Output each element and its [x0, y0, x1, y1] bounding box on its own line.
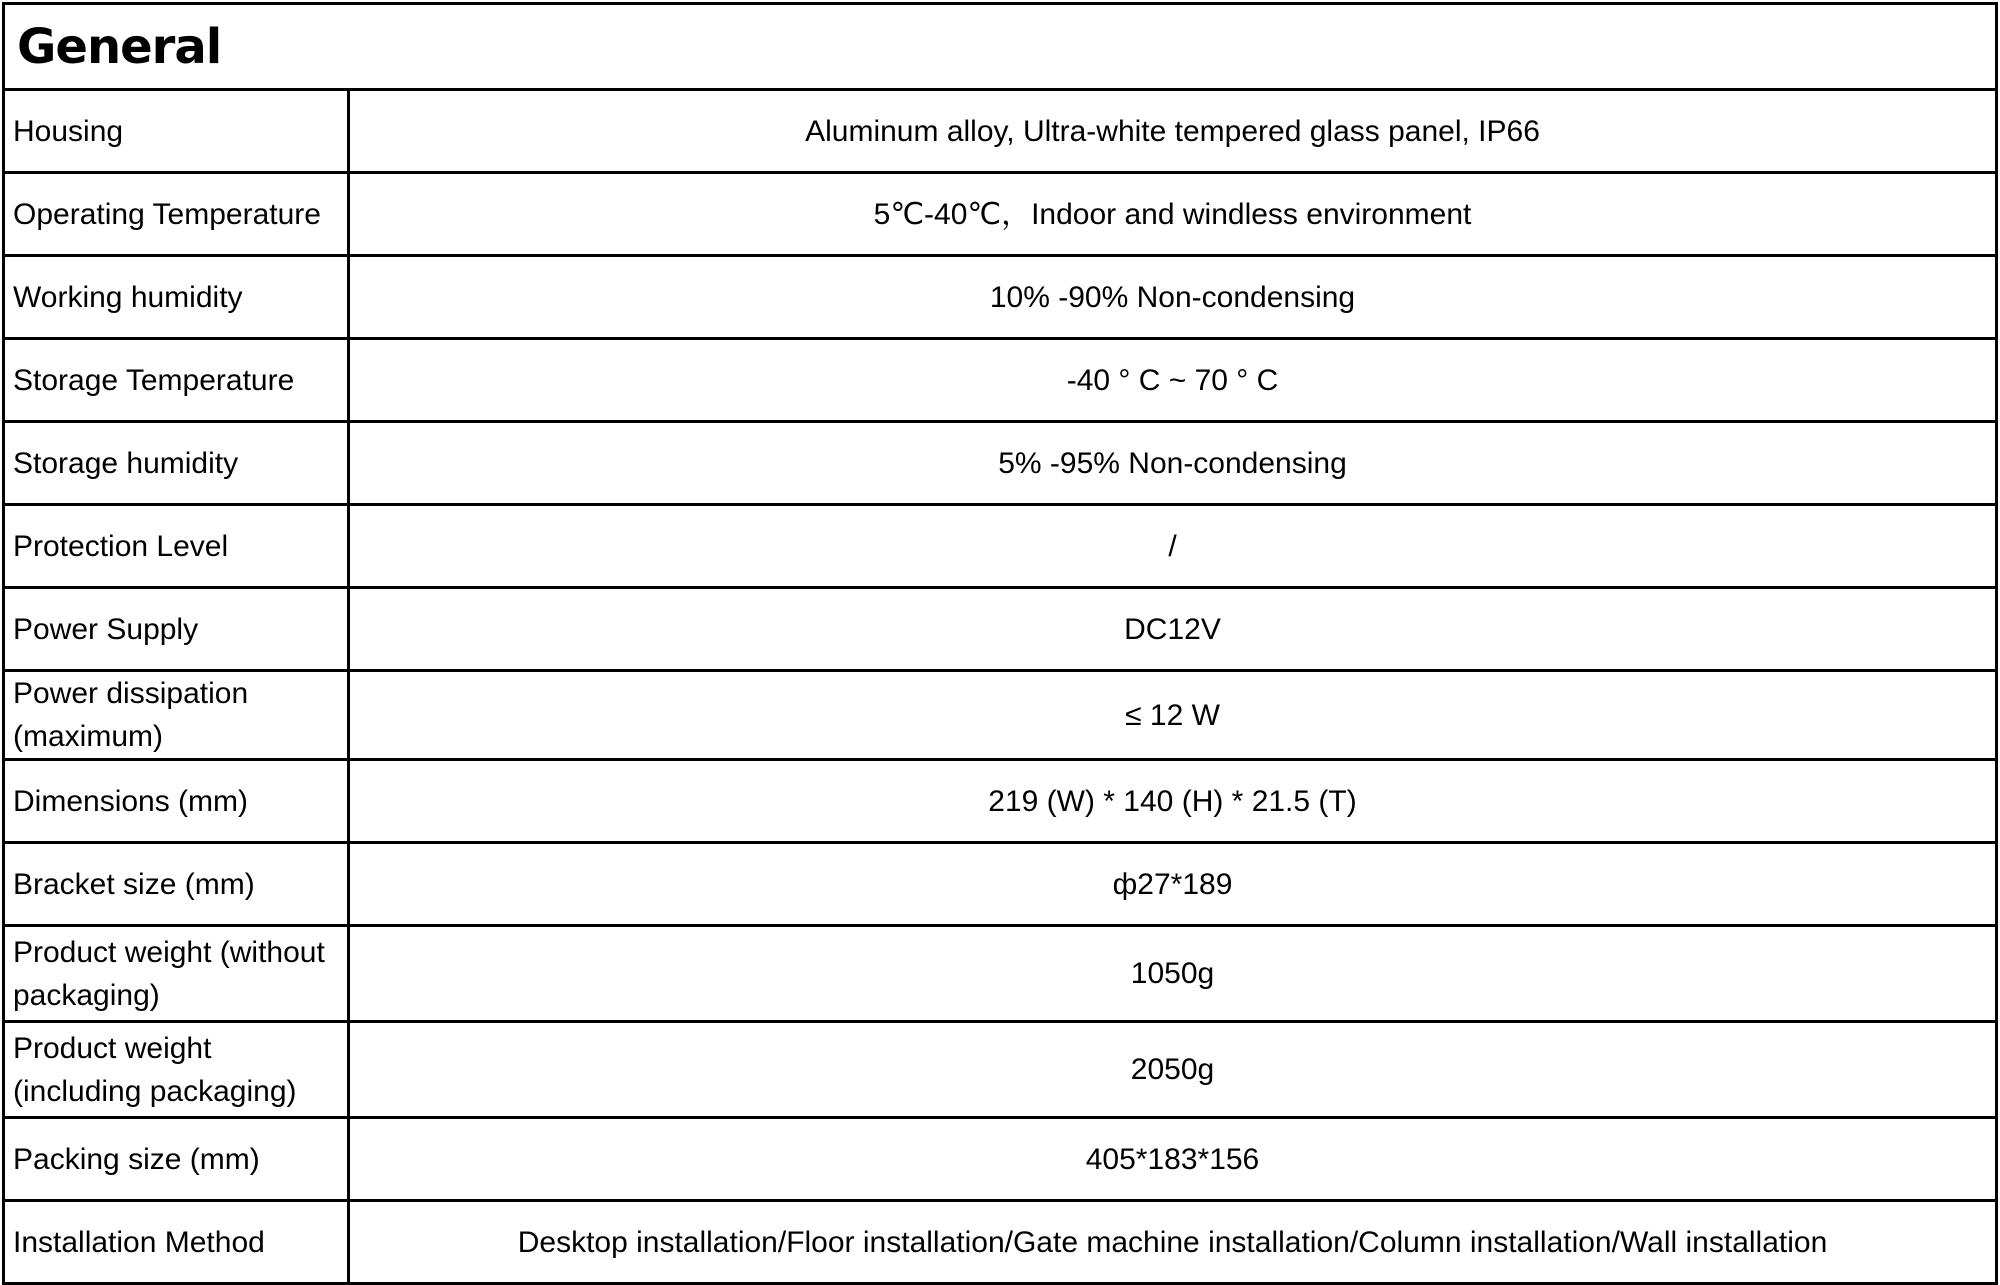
row-value: Aluminum alloy, Ultra-white tempered glass panel, IP66: [349, 90, 1997, 173]
row-value: ≤ 12 W: [349, 671, 1997, 760]
row-label: Installation Method: [4, 1201, 349, 1284]
row-value: ф27*189: [349, 843, 1997, 926]
row-label: Protection Level: [4, 505, 349, 588]
table-row: [4, 422, 1997, 505]
row-label: Storage humidity: [4, 422, 349, 505]
title-row: [4, 4, 1997, 90]
row-value: 5% -95% Non-condensing: [349, 422, 1997, 505]
row-value: Desktop installation/Floor installation/Gate machine installation/Column installation/Wall installation: [349, 1201, 1997, 1284]
row-label: Product weight (without packaging): [4, 926, 349, 1022]
table-row: [4, 339, 1997, 422]
row-value: 219 (W) * 140 (H) * 21.5 (T): [349, 760, 1997, 843]
table-row: [4, 1118, 1997, 1201]
table-row: [4, 256, 1997, 339]
row-value: 2050g: [349, 1022, 1997, 1118]
row-label: Working humidity: [4, 256, 349, 339]
table-row: [4, 671, 1997, 760]
row-label: Storage Temperature: [4, 339, 349, 422]
row-label: Bracket size (mm): [4, 843, 349, 926]
row-value: 10% -90% Non-condensing: [349, 256, 1997, 339]
table-row: [4, 505, 1997, 588]
row-label: Housing: [4, 90, 349, 173]
row-label: Dimensions (mm): [4, 760, 349, 843]
row-value: -40 ° C ~ 70 ° C: [349, 339, 1997, 422]
table-row: [4, 1201, 1997, 1284]
row-label: Power Supply: [4, 588, 349, 671]
table-row: [4, 90, 1997, 173]
table-row: [4, 173, 1997, 256]
table-row: [4, 926, 1997, 1022]
section-title: General: [4, 4, 1997, 90]
spec-table: [2, 2, 1998, 1285]
row-value: 405*183*156: [349, 1118, 1997, 1201]
row-label: Packing size (mm): [4, 1118, 349, 1201]
row-value: /: [349, 505, 1997, 588]
row-label: Operating Temperature: [4, 173, 349, 256]
table-row: [4, 1022, 1997, 1118]
row-label: Product weight (including packaging): [4, 1022, 349, 1118]
table-row: [4, 843, 1997, 926]
row-value: 1050g: [349, 926, 1997, 1022]
row-label: Power dissipation (maximum): [4, 671, 349, 760]
row-value: 5℃-40℃，Indoor and windless environment: [349, 173, 1997, 256]
row-value: DC12V: [349, 588, 1997, 671]
table-row: [4, 588, 1997, 671]
table-row: [4, 760, 1997, 843]
